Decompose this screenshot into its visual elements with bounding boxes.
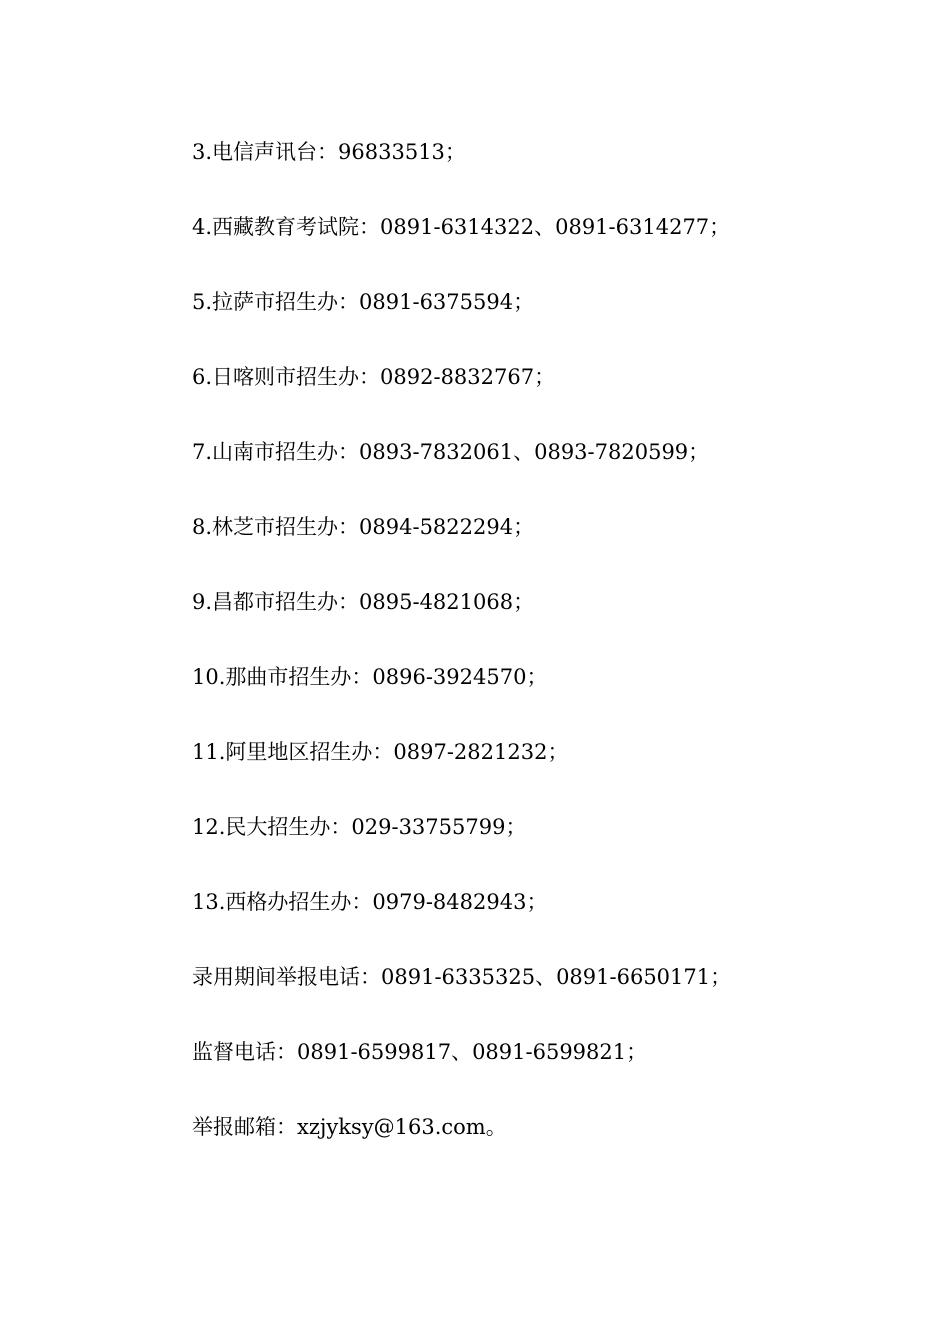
- contact-line-chamdo: 9.昌都市招生办：0895-4821068；: [192, 590, 535, 614]
- contact-line-nagqu: 10.那曲市招生办：0896-3924570；: [192, 665, 548, 689]
- contact-line-nyingchi: 8.林芝市招生办：0894-5822294；: [192, 515, 535, 539]
- report-email-line: 举报邮箱：xzjyksy@163.com。: [192, 1115, 507, 1139]
- contact-line-lhasa: 5.拉萨市招生办：0891-6375594；: [192, 290, 535, 314]
- contact-line-voice-service: 3.电信声讯台：96833513；: [192, 140, 466, 164]
- contact-line-xige: 13.西格办招生办：0979-8482943；: [192, 890, 548, 914]
- contact-line-ngari: 11.阿里地区招生办：0897-2821232；: [192, 740, 569, 764]
- contact-line-minda: 12.民大招生办：029-33755799；: [192, 815, 527, 839]
- contact-line-shigatse: 6.日喀则市招生办：0892-8832767；: [192, 365, 556, 389]
- report-phone-line: 录用期间举报电话：0891-6335325、0891-6650171；: [192, 965, 732, 989]
- contact-line-exam-institute: 4.西藏教育考试院：0891-6314322、0891-6314277；: [192, 215, 731, 239]
- contact-line-shannan: 7.山南市招生办：0893-7832061、0893-7820599；: [192, 440, 710, 464]
- contact-list: [192, 134, 872, 1184]
- supervision-phone-line: 监督电话：0891-6599817、0891-6599821；: [192, 1040, 648, 1064]
